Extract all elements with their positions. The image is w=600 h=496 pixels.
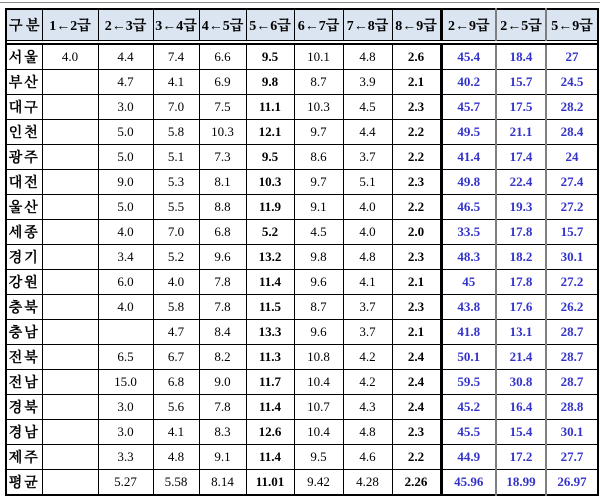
table-row — [6, 345, 598, 370]
data-cell: 22.4 — [496, 170, 546, 195]
data-cell — [42, 70, 98, 95]
data-cell: 4.4 — [98, 44, 153, 70]
data-cell: 41.8 — [441, 320, 496, 345]
data-cell: 9.7 — [294, 170, 343, 195]
data-cell: 4.1 — [343, 270, 392, 295]
data-cell: 3.9 — [343, 70, 392, 95]
data-cell: 45.96 — [441, 470, 496, 496]
data-cell: 30.8 — [496, 370, 546, 395]
data-cell: 2.1 — [392, 70, 441, 95]
table-row — [6, 370, 598, 395]
data-cell: 4.28 — [343, 470, 392, 496]
data-cell: 2.26 — [392, 470, 441, 496]
header-cell: 1←2급 — [42, 9, 98, 41]
data-cell: 46.5 — [441, 195, 496, 220]
header-cell: 5←9급 — [546, 9, 598, 41]
data-cell: 2.3 — [392, 295, 441, 320]
header-row — [6, 9, 598, 41]
data-cell: 8.1 — [199, 170, 246, 195]
data-cell: 17.2 — [496, 445, 546, 470]
header-cell: 5←6급 — [246, 9, 294, 41]
data-cell — [42, 420, 98, 445]
row-label: 광주 — [6, 145, 42, 170]
data-cell: 6.8 — [153, 370, 199, 395]
data-cell: 6.9 — [199, 70, 246, 95]
data-cell: 15.7 — [546, 220, 598, 245]
data-cell — [98, 320, 153, 345]
data-cell: 45.5 — [441, 420, 496, 445]
data-cell: 28.7 — [546, 320, 598, 345]
data-cell: 11.4 — [246, 445, 294, 470]
data-cell — [42, 170, 98, 195]
row-label: 대전 — [6, 170, 42, 195]
header-cell: 3←4급 — [153, 9, 199, 41]
data-cell: 9.42 — [294, 470, 343, 496]
data-cell: 49.5 — [441, 120, 496, 145]
row-label: 울산 — [6, 195, 42, 220]
data-cell: 2.2 — [392, 445, 441, 470]
row-label: 강원 — [6, 270, 42, 295]
table-row — [6, 470, 598, 496]
table-row — [6, 195, 598, 220]
data-cell: 2.4 — [392, 395, 441, 420]
data-cell: 21.1 — [496, 120, 546, 145]
data-cell: 21.4 — [496, 345, 546, 370]
row-label: 전남 — [6, 370, 42, 395]
data-cell: 19.3 — [496, 195, 546, 220]
data-cell: 5.0 — [98, 120, 153, 145]
data-cell: 4.0 — [42, 44, 98, 70]
header-cell: 구 분 — [6, 9, 42, 41]
row-label: 충남 — [6, 320, 42, 345]
data-cell: 10.8 — [294, 345, 343, 370]
data-cell: 9.1 — [199, 445, 246, 470]
data-cell: 5.8 — [153, 120, 199, 145]
data-cell: 45.4 — [441, 44, 496, 70]
data-cell: 11.01 — [246, 470, 294, 496]
data-cell: 45.7 — [441, 95, 496, 120]
data-cell: 2.4 — [392, 345, 441, 370]
data-cell: 27.7 — [546, 445, 598, 470]
data-cell: 15.4 — [496, 420, 546, 445]
row-label: 인천 — [6, 120, 42, 145]
data-cell: 13.3 — [246, 320, 294, 345]
data-cell: 28.7 — [546, 345, 598, 370]
data-cell: 11.4 — [246, 395, 294, 420]
data-cell: 5.1 — [343, 170, 392, 195]
data-cell: 4.5 — [343, 95, 392, 120]
data-cell: 11.7 — [246, 370, 294, 395]
data-cell: 4.1 — [153, 420, 199, 445]
data-cell: 4.0 — [343, 195, 392, 220]
data-cell: 2.2 — [392, 195, 441, 220]
table-row — [6, 145, 598, 170]
data-cell: 3.0 — [98, 95, 153, 120]
data-cell: 40.2 — [441, 70, 496, 95]
table-row — [6, 220, 598, 245]
data-cell: 4.7 — [153, 320, 199, 345]
data-cell: 4.8 — [153, 445, 199, 470]
data-cell: 8.2 — [199, 345, 246, 370]
data-cell: 12.1 — [246, 120, 294, 145]
data-cell: 10.3 — [294, 95, 343, 120]
data-cell: 6.5 — [98, 345, 153, 370]
data-cell: 11.9 — [246, 195, 294, 220]
table-row — [6, 420, 598, 445]
data-cell: 41.4 — [441, 145, 496, 170]
table-row — [6, 44, 598, 70]
data-cell: 15.7 — [496, 70, 546, 95]
data-cell: 3.7 — [343, 320, 392, 345]
data-cell: 11.3 — [246, 345, 294, 370]
data-cell: 9.6 — [294, 270, 343, 295]
data-cell: 4.0 — [153, 270, 199, 295]
data-cell: 27.4 — [546, 170, 598, 195]
data-cell: 18.2 — [496, 245, 546, 270]
data-cell: 6.6 — [199, 44, 246, 70]
data-cell: 5.6 — [153, 395, 199, 420]
data-cell — [42, 320, 98, 345]
data-cell: 26.2 — [546, 295, 598, 320]
data-cell: 16.4 — [496, 395, 546, 420]
data-cell: 3.7 — [343, 295, 392, 320]
header-cell: 8←9급 — [392, 9, 441, 41]
data-cell: 7.5 — [199, 95, 246, 120]
data-cell: 49.8 — [441, 170, 496, 195]
data-cell: 9.8 — [294, 245, 343, 270]
data-cell: 4.0 — [98, 220, 153, 245]
data-cell: 2.1 — [392, 320, 441, 345]
data-cell: 30.1 — [546, 245, 598, 270]
data-cell: 2.6 — [392, 44, 441, 70]
data-cell: 13.2 — [246, 245, 294, 270]
data-cell: 7.3 — [199, 145, 246, 170]
data-cell — [42, 345, 98, 370]
data-cell: 28.7 — [546, 370, 598, 395]
data-cell: 13.1 — [496, 320, 546, 345]
data-cell: 4.5 — [294, 220, 343, 245]
data-cell: 5.1 — [153, 145, 199, 170]
data-cell: 4.8 — [343, 245, 392, 270]
row-label: 경기 — [6, 245, 42, 270]
data-cell: 2.4 — [392, 370, 441, 395]
data-cell: 27 — [546, 44, 598, 70]
data-cell: 9.1 — [294, 195, 343, 220]
table-row — [6, 70, 598, 95]
data-cell: 9.0 — [98, 170, 153, 195]
row-label: 충북 — [6, 295, 42, 320]
data-cell: 11.1 — [246, 95, 294, 120]
data-cell: 12.6 — [246, 420, 294, 445]
data-cell: 28.8 — [546, 395, 598, 420]
data-cell: 10.1 — [294, 44, 343, 70]
data-cell: 2.3 — [392, 170, 441, 195]
data-cell: 7.8 — [199, 295, 246, 320]
data-cell: 10.4 — [294, 370, 343, 395]
data-cell: 8.3 — [199, 420, 246, 445]
data-cell: 7.0 — [153, 220, 199, 245]
data-cell: 17.6 — [496, 295, 546, 320]
header-cell: 6←7급 — [294, 9, 343, 41]
table-row — [6, 270, 598, 295]
data-cell: 9.5 — [294, 445, 343, 470]
data-cell: 27.2 — [546, 195, 598, 220]
row-label: 세종 — [6, 220, 42, 245]
data-cell: 2.1 — [392, 270, 441, 295]
data-cell: 17.8 — [496, 220, 546, 245]
data-cell: 33.5 — [441, 220, 496, 245]
data-cell: 4.1 — [153, 70, 199, 95]
header-cell: 2←5급 — [496, 9, 546, 41]
data-cell: 4.2 — [343, 370, 392, 395]
data-cell: 6.7 — [153, 345, 199, 370]
data-cell: 8.6 — [294, 145, 343, 170]
data-cell: 5.2 — [246, 220, 294, 245]
data-cell: 10.4 — [294, 420, 343, 445]
data-cell: 17.5 — [496, 95, 546, 120]
data-cell: 6.0 — [98, 270, 153, 295]
data-cell: 8.7 — [294, 70, 343, 95]
data-cell: 6.8 — [199, 220, 246, 245]
data-cell: 5.58 — [153, 470, 199, 496]
data-cell: 7.0 — [153, 95, 199, 120]
data-cell: 9.7 — [294, 120, 343, 145]
data-cell — [42, 395, 98, 420]
data-cell: 26.97 — [546, 470, 598, 496]
row-label: 서울 — [6, 44, 42, 70]
data-cell: 18.99 — [496, 470, 546, 496]
data-cell: 2.3 — [392, 420, 441, 445]
data-cell: 50.1 — [441, 345, 496, 370]
row-label: 대구 — [6, 95, 42, 120]
grade-promotion-table — [5, 8, 599, 496]
data-cell: 9.6 — [199, 245, 246, 270]
data-cell: 11.5 — [246, 295, 294, 320]
header-cell: 4←5급 — [199, 9, 246, 41]
data-cell: 7.8 — [199, 270, 246, 295]
data-cell: 8.8 — [199, 195, 246, 220]
data-cell: 44.9 — [441, 445, 496, 470]
table-row — [6, 170, 598, 195]
row-label: 제주 — [6, 445, 42, 470]
data-cell: 27.2 — [546, 270, 598, 295]
data-cell: 4.8 — [343, 420, 392, 445]
data-cell — [42, 195, 98, 220]
data-cell: 10.3 — [199, 120, 246, 145]
table-row — [6, 245, 598, 270]
data-cell — [42, 220, 98, 245]
header-cell: 2←9급 — [441, 9, 496, 41]
data-cell: 15.0 — [98, 370, 153, 395]
data-cell: 30.1 — [546, 420, 598, 445]
data-cell: 5.0 — [98, 145, 153, 170]
data-cell: 7.8 — [199, 395, 246, 420]
row-label: 경북 — [6, 395, 42, 420]
header-cell: 7←8급 — [343, 9, 392, 41]
data-cell: 4.4 — [343, 120, 392, 145]
data-cell: 3.0 — [98, 420, 153, 445]
row-label: 경남 — [6, 420, 42, 445]
data-cell: 11.4 — [246, 270, 294, 295]
data-cell — [42, 470, 98, 496]
row-label: 평균 — [6, 470, 42, 496]
row-label: 전북 — [6, 345, 42, 370]
data-cell: 9.0 — [199, 370, 246, 395]
table-row — [6, 120, 598, 145]
data-cell: 5.2 — [153, 245, 199, 270]
table-row — [6, 295, 598, 320]
data-cell: 4.2 — [343, 345, 392, 370]
data-cell: 8.14 — [199, 470, 246, 496]
data-cell — [42, 120, 98, 145]
data-cell: 45 — [441, 270, 496, 295]
table-row — [6, 395, 598, 420]
table-row — [6, 445, 598, 470]
data-cell: 3.3 — [98, 445, 153, 470]
data-cell: 3.7 — [343, 145, 392, 170]
data-cell: 7.4 — [153, 44, 199, 70]
data-cell: 9.5 — [246, 44, 294, 70]
header-cell: 2←3급 — [98, 9, 153, 41]
cropped-row-rule — [0, 2, 600, 3]
data-cell: 3.4 — [98, 245, 153, 270]
data-cell: 48.3 — [441, 245, 496, 270]
data-cell: 5.5 — [153, 195, 199, 220]
table-row — [6, 95, 598, 120]
data-cell — [42, 270, 98, 295]
data-cell: 9.8 — [246, 70, 294, 95]
data-cell: 4.7 — [98, 70, 153, 95]
data-cell: 9.5 — [246, 145, 294, 170]
data-cell: 5.27 — [98, 470, 153, 496]
data-cell — [42, 445, 98, 470]
data-cell: 45.2 — [441, 395, 496, 420]
data-cell: 5.8 — [153, 295, 199, 320]
data-cell: 43.8 — [441, 295, 496, 320]
data-cell: 5.0 — [98, 195, 153, 220]
data-cell: 8.4 — [199, 320, 246, 345]
data-cell: 8.7 — [294, 295, 343, 320]
data-cell: 2.3 — [392, 245, 441, 270]
table-row — [6, 320, 598, 345]
row-label: 부산 — [6, 70, 42, 95]
data-cell: 2.2 — [392, 145, 441, 170]
data-cell: 4.8 — [343, 44, 392, 70]
data-cell — [42, 370, 98, 395]
data-cell: 24.5 — [546, 70, 598, 95]
data-cell: 9.6 — [294, 320, 343, 345]
data-cell — [42, 145, 98, 170]
data-cell: 59.5 — [441, 370, 496, 395]
data-cell: 4.0 — [343, 220, 392, 245]
data-cell: 17.4 — [496, 145, 546, 170]
data-cell: 18.4 — [496, 44, 546, 70]
data-cell: 24 — [546, 145, 598, 170]
data-cell — [42, 95, 98, 120]
data-cell: 4.6 — [343, 445, 392, 470]
data-cell: 4.3 — [343, 395, 392, 420]
data-cell: 2.2 — [392, 120, 441, 145]
data-cell: 28.4 — [546, 120, 598, 145]
data-cell: 10.3 — [246, 170, 294, 195]
table-body — [6, 44, 598, 495]
data-cell: 17.8 — [496, 270, 546, 295]
data-cell: 2.3 — [392, 95, 441, 120]
data-cell: 4.0 — [98, 295, 153, 320]
data-cell: 5.3 — [153, 170, 199, 195]
data-cell: 3.0 — [98, 395, 153, 420]
data-cell: 28.2 — [546, 95, 598, 120]
data-cell: 2.0 — [392, 220, 441, 245]
data-cell — [42, 245, 98, 270]
data-cell — [42, 295, 98, 320]
data-cell: 10.7 — [294, 395, 343, 420]
